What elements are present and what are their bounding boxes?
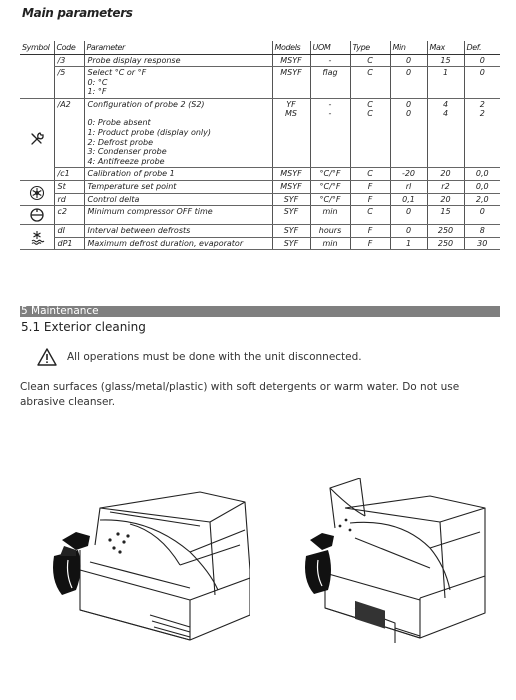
models-cell: SYF [272, 193, 310, 206]
type-cell: F [350, 193, 390, 206]
table-row [20, 225, 500, 238]
parameter-cell: Configuration of probe 2 (S2) 0: Probe absent 1: Product probe (display only) 2: Defrost probe 3: Condenser probe 4: Antifreeze probe [84, 98, 272, 168]
uom-cell: min [310, 206, 350, 225]
min-cell: 0 [390, 67, 427, 99]
subsection-title: 5.1 Exterior cleaning [21, 320, 146, 334]
table-row [20, 98, 500, 168]
page-heading: Main parameters [22, 6, 133, 20]
type-cell: C [350, 168, 390, 181]
max-cell: 15 [427, 54, 464, 67]
table-row [20, 54, 500, 67]
type-cell: F [350, 237, 390, 250]
col-header-min: Min [390, 41, 427, 54]
code-cell: /A2 [54, 98, 84, 168]
def-cell: 0 [464, 67, 500, 99]
table-row [20, 237, 500, 250]
def-cell: 8 [464, 225, 500, 238]
snowflake-thermostat-icon [23, 185, 51, 201]
table-row [20, 168, 500, 181]
compressor-icon [23, 207, 51, 223]
type-cell: C [350, 206, 390, 225]
display-case-cleaning-illustration-1 [40, 490, 250, 650]
def-cell: 0,0 [464, 181, 500, 194]
parameters-table [20, 41, 500, 250]
parameter-cell: Calibration of probe 1 [84, 168, 272, 181]
max-cell: 1 [427, 67, 464, 99]
def-cell: 0,0 [464, 168, 500, 181]
max-cell: 250 [427, 225, 464, 238]
table-row [20, 193, 500, 206]
parameter-cell: Select °C or °F 0: °C 1: °F [84, 67, 272, 99]
table-header-row [20, 41, 500, 54]
type-cell: C C [350, 98, 390, 168]
models-cell: SYF [272, 206, 310, 225]
display-case-cleaning-illustration-2 [300, 478, 490, 653]
cleaning-instructions: Clean surfaces (glass/metal/plastic) with soft detergents or warm water. Do not use abrasive cleanser. [20, 381, 460, 408]
max-cell: 250 [427, 237, 464, 250]
max-cell: 20 [427, 168, 464, 181]
code-cell: /5 [54, 67, 84, 99]
parameter-cell: Maximum defrost duration, evaporator [84, 237, 272, 250]
uom-cell: °C/°F [310, 193, 350, 206]
col-header-models: Models [272, 41, 310, 54]
symbol-cell [20, 98, 54, 180]
table-row [20, 181, 500, 194]
uom-cell: min [310, 237, 350, 250]
min-cell: 0 [390, 225, 427, 238]
uom-cell: flag [310, 67, 350, 99]
max-cell: r2 [427, 181, 464, 194]
table-row [20, 67, 500, 99]
wrench-screwdriver-icon [23, 131, 51, 147]
models-cell: SYF [272, 225, 310, 238]
min-cell: 1 [390, 237, 427, 250]
code-cell: dI [54, 225, 84, 238]
uom-cell: hours [310, 225, 350, 238]
parameter-cell: Interval between defrosts [84, 225, 272, 238]
uom-cell: °C/°F [310, 181, 350, 194]
warning-notice [37, 348, 362, 366]
symbol-cell [20, 225, 54, 250]
section-title-bar: 5 Maintenance [20, 306, 500, 317]
def-cell: 2,0 [464, 193, 500, 206]
parameter-cell: Temperature set point [84, 181, 272, 194]
warning-triangle-icon [37, 348, 57, 366]
parameter-cell: Control delta [84, 193, 272, 206]
min-cell: 0 [390, 206, 427, 225]
models-cell: MSYF [272, 168, 310, 181]
type-cell: F [350, 181, 390, 194]
code-cell: dP1 [54, 237, 84, 250]
type-cell: C [350, 54, 390, 67]
def-cell: 2 2 [464, 98, 500, 168]
models-cell: SYF [272, 237, 310, 250]
models-cell: YF MS [272, 98, 310, 168]
col-header-def: Def. [464, 41, 500, 54]
uom-cell: - - [310, 98, 350, 168]
min-cell: 0,1 [390, 193, 427, 206]
models-cell: MSYF [272, 181, 310, 194]
col-header-code: Code [54, 41, 84, 54]
min-cell: 0 [390, 54, 427, 67]
code-cell: St [54, 181, 84, 194]
max-cell: 4 4 [427, 98, 464, 168]
col-header-symbol: Symbol [20, 41, 54, 54]
code-cell: c2 [54, 206, 84, 225]
code-cell: /c1 [54, 168, 84, 181]
table-row [20, 206, 500, 225]
min-cell: -20 [390, 168, 427, 181]
warning-text: All operations must be done with the unit disconnected. [67, 351, 362, 363]
max-cell: 20 [427, 193, 464, 206]
models-cell: MSYF [272, 67, 310, 99]
parameter-cell: Minimum compressor OFF time [84, 206, 272, 225]
def-cell: 0 [464, 54, 500, 67]
uom-cell: °C/°F [310, 168, 350, 181]
type-cell: C [350, 67, 390, 99]
defrost-icon [23, 229, 51, 245]
col-header-uom: UOM [310, 41, 350, 54]
symbol-cell [20, 206, 54, 225]
code-cell: rd [54, 193, 84, 206]
col-header-max: Max [427, 41, 464, 54]
code-cell: /3 [54, 54, 84, 67]
models-cell: MSYF [272, 54, 310, 67]
symbol-cell [20, 181, 54, 206]
uom-cell: - [310, 54, 350, 67]
col-header-type: Type [350, 41, 390, 54]
type-cell: F [350, 225, 390, 238]
min-cell: 0 0 [390, 98, 427, 168]
def-cell: 30 [464, 237, 500, 250]
def-cell: 0 [464, 206, 500, 225]
symbol-cell [20, 54, 54, 98]
max-cell: 15 [427, 206, 464, 225]
col-header-parameter: Parameter [84, 41, 272, 54]
parameter-cell: Probe display response [84, 54, 272, 67]
min-cell: rl [390, 181, 427, 194]
